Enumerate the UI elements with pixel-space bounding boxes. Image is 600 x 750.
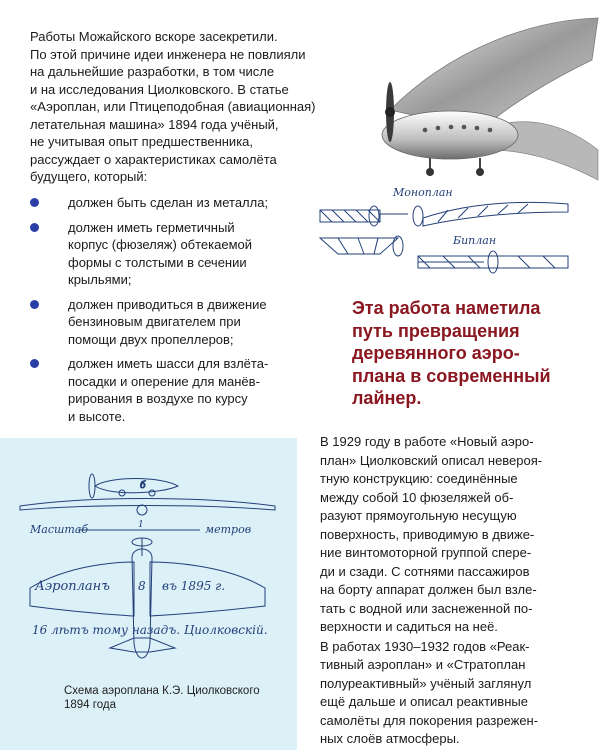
list-item-line: формы с толстыми в сечении <box>68 254 247 270</box>
body-paragraph-1 <box>320 433 588 637</box>
intro-line: рассуждает о характеристиках самолёта <box>30 151 277 167</box>
body-text <box>320 433 588 750</box>
fuselage-shape <box>382 111 518 159</box>
sketch-year-label: въ 1895 г. <box>162 579 226 593</box>
intro-line: будущего, который: <box>30 169 148 184</box>
sketch-caption <box>64 684 294 712</box>
svg-text:б: б <box>140 481 146 491</box>
list-item-line: помощи двух пропеллеров; <box>68 331 234 347</box>
requirements-list <box>30 194 330 432</box>
body-line: ещё дальше и описал реактивные <box>320 694 528 709</box>
body-line: тать с водной или заснеженной по- <box>320 600 533 616</box>
body-line: ние винтомоторной группой спере- <box>320 545 532 560</box>
intro-line: Работы Можайского вскоре засекретили. <box>30 29 278 44</box>
monoplane-biplane-sketch <box>318 178 588 288</box>
body-line: план» Циолковский описал невероя- <box>320 452 543 468</box>
list-item-line: корпус (фюзеляж) обтекаемой <box>68 237 253 252</box>
body-line: на борту аппарат должен был взле- <box>320 582 537 597</box>
body-line: разуют прямоугольную несущую <box>320 508 517 523</box>
list-item <box>30 296 330 349</box>
list-item-line: должен иметь шасси для взлёта- <box>68 356 269 371</box>
quote-line: Эта работа наметила <box>352 298 541 318</box>
intro-line: «Аэроплан, или Птицеподобная (авиационная) <box>30 99 316 114</box>
body-line: между собой 10 фюзеляжей об- <box>320 489 514 505</box>
quote-line: лайнер. <box>352 388 422 408</box>
bullet-dot-icon <box>30 198 39 207</box>
list-item-line: и высоте. <box>68 408 126 424</box>
propeller-hub-icon <box>385 107 395 117</box>
body-line: ных слоёв атмосферы. <box>320 731 460 746</box>
pull-quote <box>352 297 590 410</box>
list-item-line: крыльями; <box>68 272 132 287</box>
caption-line: 1894 года <box>64 699 116 711</box>
sketch-label-biplane: Биплан <box>453 234 497 247</box>
monoplane-sketch <box>320 202 568 226</box>
top-view-sketch <box>30 538 265 658</box>
intro-line: летательная машина» 1894 года учёный, <box>30 116 279 132</box>
body-line: полуреактивный» учёный заглянул <box>320 675 532 691</box>
caption-line: Схема аэроплана К.Э. Циолковского <box>64 685 260 697</box>
quote-line: путь превращения <box>352 320 520 341</box>
sketch-label-monoplane: Моноплан <box>393 186 453 199</box>
scale-label-left: Масштаб <box>30 523 89 536</box>
intro-line: По этой причине идеи инженера не повлияли <box>30 46 306 62</box>
scale-number: 1 <box>138 520 144 530</box>
list-item <box>30 219 330 289</box>
bullet-dot-icon <box>30 223 39 232</box>
quote-line: деревянного аэро- <box>352 343 520 363</box>
side-view-sketch <box>89 474 178 498</box>
intro-line: и на исследования Циолковского. В статье <box>30 81 289 97</box>
body-line: В 1929 году в работе «Новый аэро- <box>320 434 534 449</box>
front-view-sketch <box>20 499 275 516</box>
list-item-line: бензиновым двигателем при <box>68 314 241 329</box>
wheel-icon <box>430 158 480 170</box>
list-item-line: должен быть сделан из металла; <box>68 195 269 210</box>
intro-line: на дальнейшие разработки, в том числе <box>30 64 275 79</box>
bullet-dot-icon <box>30 300 39 309</box>
body-line: тивный аэроплан» и «Стратоплан <box>320 657 526 672</box>
body-line: самолёты для покорения разрежен- <box>320 712 539 728</box>
intro-line: не учитывая опыт предшественника, <box>30 134 254 149</box>
list-item-line: должен приводиться в движение <box>68 296 267 312</box>
body-paragraph-2 <box>320 638 588 749</box>
list-item-line: посадки и оперение для манёв- <box>68 373 260 389</box>
airplane-render-illustration <box>330 0 600 190</box>
bullet-dot-icon <box>30 359 39 368</box>
list-item <box>30 355 330 425</box>
quote-line: плана в современный <box>352 365 551 386</box>
sketch-title-label: Аэропланъ <box>35 579 110 594</box>
body-line: ди и сзади. С сотнями пассажиров <box>320 563 530 579</box>
biplane-sketch <box>320 236 568 273</box>
list-item-line: должен иметь герметичный <box>68 219 235 235</box>
scale-label-right: метров <box>205 523 252 536</box>
sketch-number-label: 8 <box>138 579 146 593</box>
body-line: В работах 1930–1932 годов «Реак- <box>320 638 530 654</box>
list-item-line: рирования в воздухе по курсу <box>68 391 248 406</box>
list-item <box>30 194 330 212</box>
body-line: тную конструкцию: соединённые <box>320 471 518 486</box>
tsiolkovsky-airplane-sketch <box>0 438 297 683</box>
sketch-bottom-label: 16 лѣтъ тому назадъ. Циолковскій. <box>32 623 268 637</box>
body-line: верхности и садиться на неё. <box>320 619 498 634</box>
body-line: поверхность, приводимую в движе- <box>320 526 535 542</box>
intro-paragraph <box>30 28 360 186</box>
